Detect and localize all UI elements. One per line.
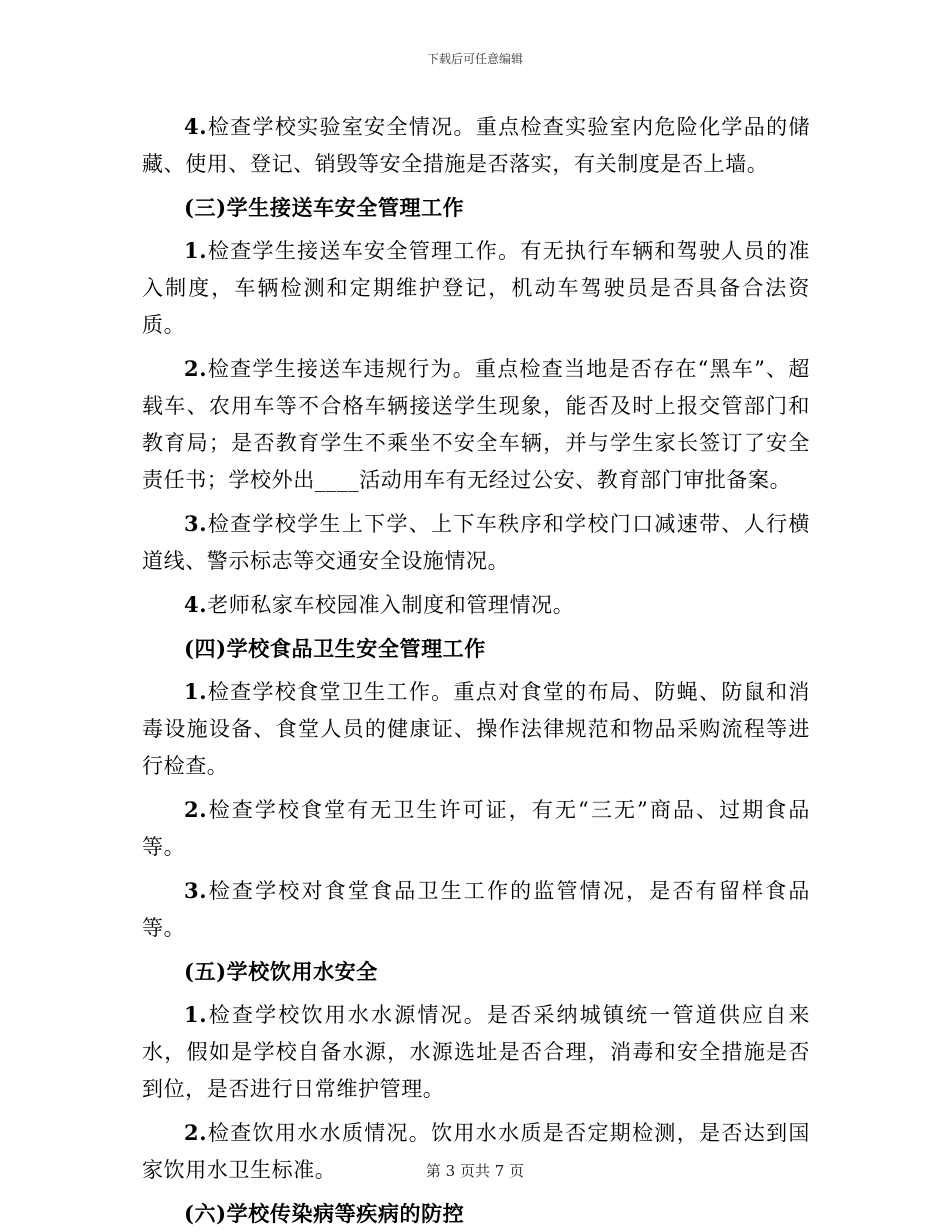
paragraph-text: 检查饮用水水质情况。饮用水水质是否定期检测，是否达到国家饮用水卫生标准。 (142, 1121, 810, 1182)
paragraph (142, 232, 810, 344)
item-number: 1. (184, 679, 208, 704)
item-number: 2. (184, 1120, 208, 1145)
section-heading: (四)学校食品卫生安全管理工作 (184, 636, 486, 661)
paragraph (142, 108, 810, 183)
paragraph-text: 检查学校学生上下学、上下车秩序和学校门口减速带、人行横道线、警示标志等交通安全设施情况。 (142, 512, 810, 573)
item-number: 3. (184, 878, 208, 903)
paragraph (142, 350, 810, 499)
item-number: 2. (184, 797, 208, 822)
paragraph (142, 791, 810, 866)
paragraph-text: 老师私家车校园准入制度和管理情况。 (207, 593, 575, 617)
paragraph-text: 检查学校对食堂食品卫生工作的监管情况，是否有留样食品等。 (142, 879, 810, 940)
item-number: 3. (184, 511, 208, 536)
section-heading: (五)学校饮用水安全 (184, 959, 378, 984)
item-number: 1. (184, 1002, 208, 1027)
paragraph (142, 872, 810, 947)
item-number: 4. (184, 592, 208, 617)
paragraph (142, 505, 810, 580)
paragraph-text: 检查学生接送车安全管理工作。有无执行车辆和驾驶人员的准入制度，车辆检测和定期维护登记，机动车驾驶员是否具备合法资质。 (142, 239, 810, 337)
paragraph-text: 检查学生接送车违规行为。重点检查当地是否存在“黑车”、超载车、农用车等不合格车辆接送学生现象，能否及时上报交管部门和教育局；是否教育学生不乘坐不安全车辆，并与学生家长签订了安全责任书；学校外出____活动用车有无经过公安、教育部门审批备案。 (142, 357, 810, 492)
paragraph-text: 检查学校食堂卫生工作。重点对食堂的布局、防蝇、防鼠和消毒设施设备、食堂人员的健康证、操作法律规范和物品采购流程等进行检查。 (142, 680, 810, 778)
paragraph-text: 检查学校实验室安全情况。重点检查实验室内危险化学品的储藏、使用、登记、销毁等安全措施是否落实，有关制度是否上墙。 (142, 115, 810, 176)
item-number: 2. (184, 356, 208, 381)
page-header: 下载后可任意编辑 (426, 52, 523, 66)
document-body (142, 108, 810, 1232)
item-number: 1. (184, 238, 208, 263)
item-number: 4. (184, 114, 208, 139)
section-heading: (六)学校传染病等疾病的防控 (184, 1201, 465, 1226)
paragraph-text: 检查学校饮用水水源情况。是否采纳城镇统一管道供应自来水，假如是学校自备水源，水源选址是否合理，消毒和安全措施是否到位，是否进行日常维护管理。 (142, 1003, 810, 1101)
paragraph (142, 586, 810, 624)
page-footer: 第 3 页共 7 页 (425, 1162, 525, 1180)
paragraph (142, 996, 810, 1108)
paragraph (142, 673, 810, 785)
paragraph-text: 检查学校食堂有无卫生许可证，有无“三无”商品、过期食品等。 (142, 798, 810, 859)
section-heading: (三)学生接送车安全管理工作 (184, 195, 465, 220)
